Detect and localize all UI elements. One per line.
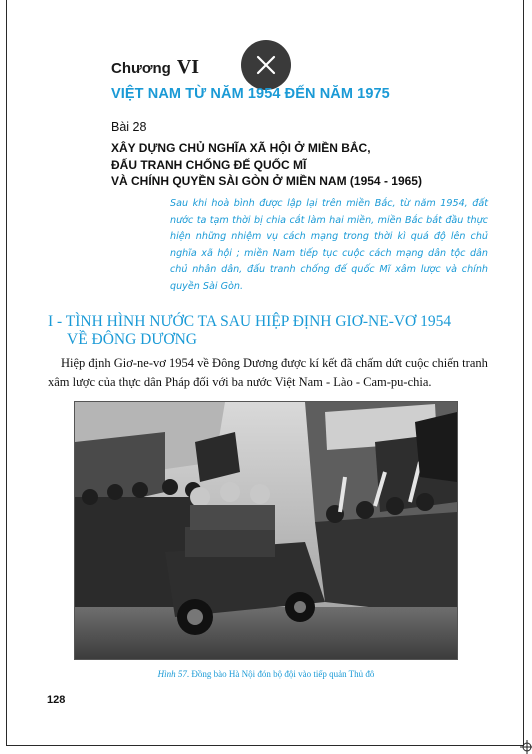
lesson-intro: Sau khi hoà bình được lập lại trên miền Bắc, từ năm 1954, đất nước ta tạm thời bị chia cắt làm hai miền, miền Bắc bắt đầu thực hiện những nhiệm vụ cách mạng trong thời kì quá độ lên chủ nghĩa xã hội ; miền Nam tiếp tục cuộc cách mạng dân tộc dân chủ nhân dân, đấu tranh chống đế quốc Mĩ xâm lược và chính quyền Sài Gòn. [170,198,488,292]
chapter-title: VIỆT NAM TỪ NĂM 1954 ĐẾN NĂM 1975 [111,86,390,102]
figure-label: Hình 57 [157,669,187,679]
section-heading-line: I - TÌNH HÌNH NƯỚC TA SAU HIỆP ĐỊNH GIƠ-NE-VƠ 1954 [48,313,452,330]
lesson-title [111,140,422,190]
photo-illustration [75,402,457,659]
lesson-number: Bài 28 [111,120,147,134]
chapter-heading [111,56,199,79]
historical-photo [74,401,458,660]
lesson-title-line: XÂY DỰNG CHỦ NGHĨA XÃ HỘI Ở MIỀN BẮC, [111,141,371,155]
body-paragraph: Hiệp định Giơ-ne-vơ 1954 về Đông Dương được kí kết đã chấm dứt cuộc chiến tranh xâm lược của thực dân Pháp đối với ba nước Việt Nam - Lào - Cam-pu-chia. [48,356,488,389]
chapter-label: Chương [111,60,171,77]
section-heading [48,313,488,349]
close-icon [255,54,277,76]
figure-caption [0,669,532,679]
chapter-number: VI [176,56,200,78]
registration-mark-icon [520,740,532,754]
lesson-title-line: ĐẤU TRANH CHỐNG ĐẾ QUỐC MĨ [111,157,307,172]
close-button[interactable] [241,40,291,90]
page-number: 128 [47,694,66,706]
caption-text: . Đồng bào Hà Nội đón bộ đội vào tiếp quản Thủ đô [186,669,375,679]
lesson-title-line: VÀ CHÍNH QUYỀN SÀI GÒN Ở MIỀN NAM (1954 - 1965) [111,174,422,188]
section-heading-line: VỀ ĐÔNG DƯƠNG [67,331,197,348]
